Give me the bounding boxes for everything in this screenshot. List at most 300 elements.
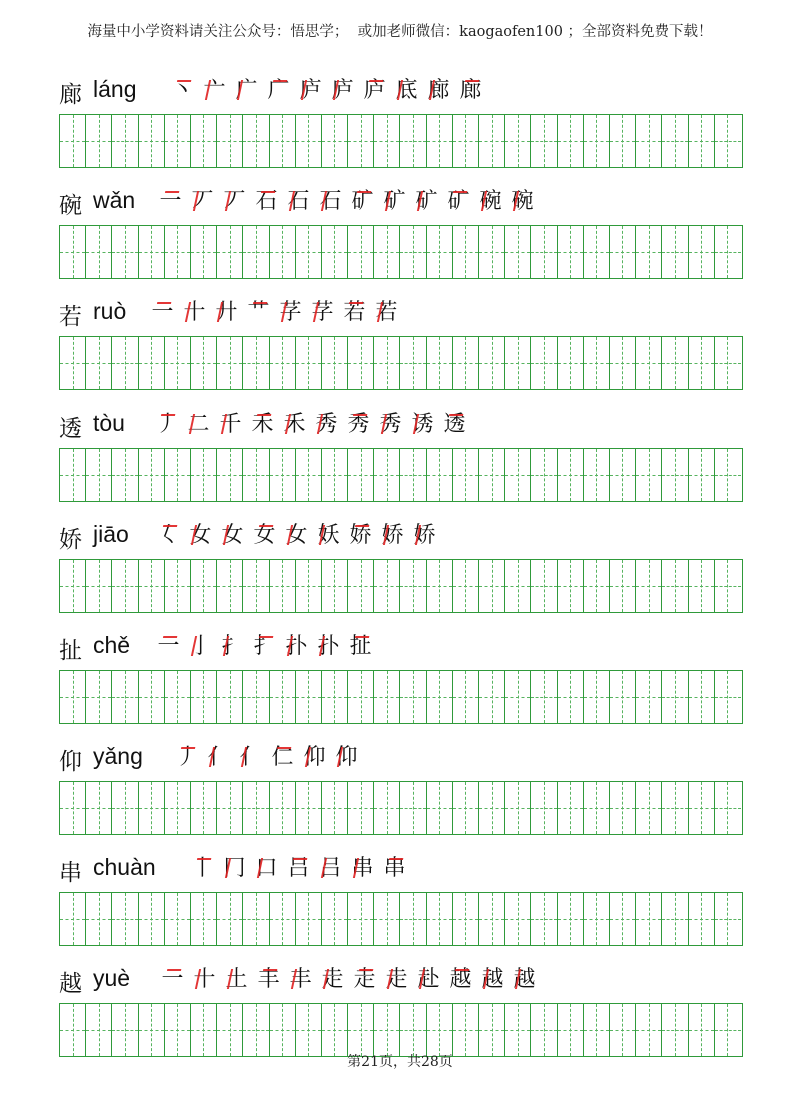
grid-cell[interactable]: [400, 893, 426, 945]
grid-cell[interactable]: [139, 115, 165, 167]
hanzi-character: 若: [59, 304, 82, 330]
stroke-glyph: 丨: [191, 856, 214, 881]
grid-cell[interactable]: [191, 560, 217, 612]
grid-cell[interactable]: [453, 560, 479, 612]
grid-cell[interactable]: [139, 560, 165, 612]
stroke-glyph: 千: [219, 412, 242, 437]
stroke-glyph: 禾: [251, 412, 274, 437]
grid-cell[interactable]: [296, 1004, 322, 1056]
row-title: [59, 404, 743, 444]
grid-cell[interactable]: [270, 449, 296, 501]
grid-cell[interactable]: [296, 671, 322, 723]
grid-cell[interactable]: [453, 226, 479, 278]
grid-cell[interactable]: [636, 893, 662, 945]
stroke-glyph: 仁: [271, 745, 294, 770]
grid-cell[interactable]: [689, 782, 715, 834]
grid-cell[interactable]: [86, 226, 112, 278]
grid-cell[interactable]: [531, 1004, 557, 1056]
page-header: 海量中小学资料请关注公众号：悟思学； 或加老师微信：kaogaofen100 ；全部资料免费下载！: [87, 24, 713, 40]
grid-cell[interactable]: [60, 449, 86, 501]
grid-cell[interactable]: [689, 449, 715, 501]
grid-cell[interactable]: [322, 671, 348, 723]
grid-cell[interactable]: [217, 1004, 243, 1056]
grid-cell[interactable]: [479, 115, 505, 167]
grid-cell[interactable]: [112, 560, 138, 612]
grid-cell[interactable]: [531, 671, 557, 723]
grid-cell[interactable]: [296, 115, 322, 167]
grid-cell[interactable]: [191, 782, 217, 834]
grid-cell[interactable]: [270, 115, 296, 167]
grid-cell[interactable]: [322, 449, 348, 501]
grid-cell[interactable]: [531, 449, 557, 501]
grid-cell[interactable]: [374, 226, 400, 278]
grid-cell[interactable]: [165, 671, 191, 723]
grid-cell[interactable]: [558, 115, 584, 167]
grid-cell[interactable]: [400, 671, 426, 723]
grid-cell[interactable]: [60, 337, 86, 389]
grid-cell[interactable]: [270, 671, 296, 723]
grid-cell[interactable]: [217, 449, 243, 501]
stroke-step: [253, 965, 284, 995]
grid-cell[interactable]: [479, 226, 505, 278]
grid-cell[interactable]: [689, 1004, 715, 1056]
stroke-step: [379, 187, 410, 217]
grid-cell[interactable]: [636, 782, 662, 834]
grid-cell[interactable]: [191, 1004, 217, 1056]
grid-cell[interactable]: [60, 115, 86, 167]
grid-cell[interactable]: [348, 782, 374, 834]
grid-cell[interactable]: [243, 560, 269, 612]
grid-cell[interactable]: [296, 560, 322, 612]
grid-cell[interactable]: [531, 893, 557, 945]
grid-cell[interactable]: [636, 226, 662, 278]
grid-cell[interactable]: [217, 560, 243, 612]
grid-cell[interactable]: [610, 1004, 636, 1056]
grid-cell[interactable]: [427, 337, 453, 389]
grid-cell[interactable]: [322, 1004, 348, 1056]
grid-cell[interactable]: [453, 115, 479, 167]
grid-cell[interactable]: [715, 671, 741, 723]
grid-cell[interactable]: [584, 782, 610, 834]
grid-cell[interactable]: [584, 449, 610, 501]
grid-cell[interactable]: [374, 671, 400, 723]
grid-cell[interactable]: [60, 893, 86, 945]
grid-cell[interactable]: [479, 782, 505, 834]
grid-cell[interactable]: [558, 226, 584, 278]
grid-cell[interactable]: [479, 893, 505, 945]
grid-cell[interactable]: [662, 226, 688, 278]
grid-cell[interactable]: [453, 337, 479, 389]
row-title: [59, 515, 743, 555]
grid-cell[interactable]: [165, 449, 191, 501]
grid-cell[interactable]: [243, 337, 269, 389]
grid-cell[interactable]: [479, 449, 505, 501]
grid-cell[interactable]: [453, 893, 479, 945]
grid-cell[interactable]: [715, 449, 741, 501]
grid-cell[interactable]: [479, 1004, 505, 1056]
grid-cell[interactable]: [112, 671, 138, 723]
grid-cell[interactable]: [112, 1004, 138, 1056]
stroke-step: [251, 187, 282, 217]
grid-cell[interactable]: [86, 449, 112, 501]
grid-cell[interactable]: [139, 226, 165, 278]
grid-cell[interactable]: [689, 226, 715, 278]
grid-cell[interactable]: [217, 893, 243, 945]
stroke-step: [343, 410, 374, 440]
stroke-step: [217, 521, 248, 551]
grid-cell[interactable]: [374, 337, 400, 389]
grid-cell[interactable]: [427, 115, 453, 167]
grid-cell[interactable]: [86, 115, 112, 167]
grid-cell[interactable]: [610, 671, 636, 723]
stroke-step: [475, 187, 506, 217]
grid-cell[interactable]: [243, 671, 269, 723]
stroke-step: [183, 410, 214, 440]
grid-cell[interactable]: [86, 337, 112, 389]
grid-cell[interactable]: [427, 226, 453, 278]
grid-cell[interactable]: [374, 449, 400, 501]
grid-cell[interactable]: [453, 449, 479, 501]
grid-cell[interactable]: [558, 893, 584, 945]
practice-row: [59, 848, 743, 960]
grid-cell[interactable]: [86, 782, 112, 834]
grid-cell[interactable]: [348, 337, 374, 389]
grid-cell[interactable]: [243, 115, 269, 167]
grid-cell[interactable]: [531, 115, 557, 167]
stroke-glyph: 矿: [447, 189, 470, 214]
grid-cell[interactable]: [191, 337, 217, 389]
writing-grid: [59, 670, 743, 724]
stroke-glyph: 走: [353, 967, 376, 992]
grid-cell[interactable]: [584, 560, 610, 612]
grid-cell[interactable]: [191, 893, 217, 945]
grid-cell[interactable]: [427, 560, 453, 612]
grid-cell[interactable]: [165, 226, 191, 278]
grid-cell[interactable]: [662, 893, 688, 945]
grid-cell[interactable]: [270, 560, 296, 612]
stroke-step: [199, 76, 230, 106]
grid-cell[interactable]: [584, 671, 610, 723]
stroke-step: [445, 965, 476, 995]
stroke-step: [345, 521, 376, 551]
grid-cell[interactable]: [400, 115, 426, 167]
stroke-glyph: 走: [321, 967, 344, 992]
stroke-glyph: 吕: [319, 856, 342, 881]
practice-row: [59, 70, 743, 182]
grid-cell[interactable]: [139, 671, 165, 723]
grid-cell[interactable]: [558, 337, 584, 389]
grid-cell[interactable]: [427, 893, 453, 945]
grid-cell[interactable]: [479, 560, 505, 612]
stroke-step: [443, 187, 474, 217]
grid-cell[interactable]: [270, 226, 296, 278]
grid-cell[interactable]: [558, 1004, 584, 1056]
row-title: [59, 626, 743, 666]
grid-cell[interactable]: [322, 893, 348, 945]
grid-cell[interactable]: [139, 1004, 165, 1056]
grid-cell[interactable]: [139, 782, 165, 834]
grid-cell[interactable]: [584, 1004, 610, 1056]
grid-cell[interactable]: [165, 893, 191, 945]
grid-cell[interactable]: [505, 560, 531, 612]
grid-cell[interactable]: [191, 226, 217, 278]
grid-cell[interactable]: [662, 560, 688, 612]
stroke-step: [179, 298, 210, 328]
grid-cell[interactable]: [217, 671, 243, 723]
stroke-step: [153, 521, 184, 551]
pinyin-label: chě: [93, 632, 131, 658]
grid-cell[interactable]: [165, 115, 191, 167]
grid-cell[interactable]: [453, 1004, 479, 1056]
grid-cell[interactable]: [217, 115, 243, 167]
grid-cell[interactable]: [348, 893, 374, 945]
grid-cell[interactable]: [296, 893, 322, 945]
grid-cell[interactable]: [112, 337, 138, 389]
stroke-glyph: 庐: [331, 78, 354, 103]
grid-cell[interactable]: [558, 671, 584, 723]
grid-cell[interactable]: [217, 226, 243, 278]
grid-cell[interactable]: [400, 1004, 426, 1056]
grid-cell[interactable]: [636, 671, 662, 723]
stroke-glyph: 芓: [279, 300, 302, 325]
stroke-step: [185, 521, 216, 551]
grid-cell[interactable]: [531, 337, 557, 389]
grid-cell[interactable]: [86, 671, 112, 723]
grid-cell[interactable]: [558, 782, 584, 834]
stroke-step: [217, 632, 248, 662]
stroke-step: [349, 965, 380, 995]
grid-cell[interactable]: [662, 449, 688, 501]
stroke-glyph: 十: [183, 300, 206, 325]
stroke-glyph: 仰: [303, 745, 326, 770]
stroke-order-strip: [153, 626, 377, 662]
grid-cell[interactable]: [662, 115, 688, 167]
grid-cell[interactable]: [505, 337, 531, 389]
grid-cell[interactable]: [610, 560, 636, 612]
grid-cell[interactable]: [662, 337, 688, 389]
grid-cell[interactable]: [662, 782, 688, 834]
grid-cell[interactable]: [270, 893, 296, 945]
grid-cell[interactable]: [374, 1004, 400, 1056]
grid-cell[interactable]: [715, 337, 741, 389]
grid-cell[interactable]: [505, 782, 531, 834]
grid-cell[interactable]: [217, 337, 243, 389]
grid-cell[interactable]: [243, 449, 269, 501]
grid-cell[interactable]: [322, 226, 348, 278]
grid-cell[interactable]: [322, 337, 348, 389]
grid-cell[interactable]: [243, 226, 269, 278]
grid-cell[interactable]: [348, 115, 374, 167]
grid-cell[interactable]: [584, 115, 610, 167]
grid-cell[interactable]: [348, 226, 374, 278]
grid-cell[interactable]: [505, 893, 531, 945]
row-title: [59, 292, 743, 332]
grid-cell[interactable]: [400, 560, 426, 612]
grid-cell[interactable]: [270, 782, 296, 834]
grid-cell[interactable]: [112, 893, 138, 945]
grid-cell[interactable]: [322, 782, 348, 834]
stroke-step: [413, 965, 444, 995]
grid-cell[interactable]: [374, 782, 400, 834]
grid-cell[interactable]: [558, 560, 584, 612]
grid-cell[interactable]: [112, 115, 138, 167]
grid-cell[interactable]: [531, 782, 557, 834]
grid-cell[interactable]: [86, 893, 112, 945]
grid-cell[interactable]: [191, 115, 217, 167]
grid-cell[interactable]: [243, 782, 269, 834]
grid-cell[interactable]: [610, 226, 636, 278]
grid-cell[interactable]: [689, 560, 715, 612]
grid-cell[interactable]: [505, 449, 531, 501]
grid-cell[interactable]: [296, 337, 322, 389]
grid-cell[interactable]: [505, 1004, 531, 1056]
grid-cell[interactable]: [60, 560, 86, 612]
grid-cell[interactable]: [243, 1004, 269, 1056]
grid-cell[interactable]: [479, 671, 505, 723]
stroke-glyph: 禾: [283, 412, 306, 437]
stroke-step: [267, 743, 298, 773]
grid-cell[interactable]: [689, 337, 715, 389]
grid-cell[interactable]: [322, 115, 348, 167]
grid-cell[interactable]: [715, 1004, 741, 1056]
grid-cell[interactable]: [191, 449, 217, 501]
stroke-order-strip: [157, 959, 541, 995]
grid-cell[interactable]: [715, 560, 741, 612]
grid-cell[interactable]: [662, 671, 688, 723]
stroke-glyph: 仰: [335, 745, 358, 770]
grid-cell[interactable]: [427, 782, 453, 834]
grid-cell[interactable]: [427, 449, 453, 501]
grid-cell[interactable]: [636, 115, 662, 167]
stroke-step: [279, 410, 310, 440]
grid-cell[interactable]: [270, 1004, 296, 1056]
grid-cell[interactable]: [427, 1004, 453, 1056]
grid-cell[interactable]: [60, 226, 86, 278]
stroke-glyph: 扑: [285, 634, 308, 659]
stroke-glyph: 石: [255, 189, 278, 214]
grid-cell[interactable]: [243, 893, 269, 945]
grid-cell[interactable]: [374, 115, 400, 167]
grid-cell[interactable]: [296, 782, 322, 834]
grid-cell[interactable]: [60, 671, 86, 723]
page-number: 第21页，共28页: [347, 1054, 453, 1070]
grid-cell[interactable]: [453, 671, 479, 723]
stroke-glyph: 秀: [347, 412, 370, 437]
grid-cell[interactable]: [296, 226, 322, 278]
grid-cell[interactable]: [636, 1004, 662, 1056]
grid-cell[interactable]: [610, 782, 636, 834]
grid-cell[interactable]: [531, 226, 557, 278]
grid-cell[interactable]: [217, 782, 243, 834]
grid-cell[interactable]: [531, 560, 557, 612]
grid-cell[interactable]: [584, 337, 610, 389]
grid-cell[interactable]: [270, 337, 296, 389]
stroke-glyph: 女: [221, 523, 244, 548]
grid-cell[interactable]: [296, 449, 322, 501]
grid-cell[interactable]: [636, 560, 662, 612]
grid-cell[interactable]: [610, 893, 636, 945]
grid-cell[interactable]: [374, 893, 400, 945]
stroke-glyph: 广: [235, 78, 258, 103]
grid-cell[interactable]: [165, 337, 191, 389]
grid-cell[interactable]: [60, 1004, 86, 1056]
stroke-glyph: 女: [285, 523, 308, 548]
grid-cell[interactable]: [584, 226, 610, 278]
grid-cell[interactable]: [60, 782, 86, 834]
grid-cell[interactable]: [112, 226, 138, 278]
grid-cell[interactable]: [86, 560, 112, 612]
writing-grid: [59, 448, 743, 502]
stroke-step: [231, 76, 262, 106]
grid-cell[interactable]: [610, 449, 636, 501]
grid-cell[interactable]: [689, 671, 715, 723]
grid-cell[interactable]: [348, 1004, 374, 1056]
stroke-step: [167, 76, 198, 106]
grid-cell[interactable]: [112, 449, 138, 501]
grid-cell[interactable]: [139, 893, 165, 945]
grid-cell[interactable]: [636, 449, 662, 501]
stroke-step: [263, 76, 294, 106]
practice-row: [59, 181, 743, 293]
hanzi-character: 透: [59, 416, 82, 442]
grid-cell[interactable]: [112, 782, 138, 834]
grid-cell[interactable]: [505, 671, 531, 723]
grid-cell[interactable]: [558, 449, 584, 501]
grid-cell[interactable]: [427, 671, 453, 723]
grid-cell[interactable]: [715, 893, 741, 945]
grid-cell[interactable]: [139, 449, 165, 501]
grid-cell[interactable]: [348, 449, 374, 501]
stroke-step: [375, 410, 406, 440]
pinyin-label: yǎng: [93, 743, 143, 769]
grid-cell[interactable]: [636, 337, 662, 389]
grid-cell[interactable]: [400, 226, 426, 278]
grid-cell[interactable]: [374, 560, 400, 612]
grid-cell[interactable]: [165, 1004, 191, 1056]
grid-cell[interactable]: [400, 449, 426, 501]
grid-cell[interactable]: [322, 560, 348, 612]
stroke-glyph: 矿: [351, 189, 374, 214]
grid-cell[interactable]: [610, 115, 636, 167]
grid-cell[interactable]: [453, 782, 479, 834]
grid-cell[interactable]: [715, 115, 741, 167]
grid-cell[interactable]: [689, 115, 715, 167]
grid-cell[interactable]: [86, 1004, 112, 1056]
grid-cell[interactable]: [505, 226, 531, 278]
grid-cell[interactable]: [689, 893, 715, 945]
grid-cell[interactable]: [715, 226, 741, 278]
grid-cell[interactable]: [479, 337, 505, 389]
grid-cell[interactable]: [348, 671, 374, 723]
grid-cell[interactable]: [191, 671, 217, 723]
grid-cell[interactable]: [165, 782, 191, 834]
stroke-glyph: 越: [481, 967, 504, 992]
writing-grid: [59, 781, 743, 835]
stroke-glyph: 越: [513, 967, 536, 992]
grid-cell[interactable]: [715, 782, 741, 834]
grid-cell[interactable]: [348, 560, 374, 612]
writing-grid: [59, 1003, 743, 1057]
grid-cell[interactable]: [610, 337, 636, 389]
grid-cell[interactable]: [139, 337, 165, 389]
grid-cell[interactable]: [584, 893, 610, 945]
grid-cell[interactable]: [165, 560, 191, 612]
stroke-glyph: 秀: [379, 412, 402, 437]
grid-cell[interactable]: [400, 337, 426, 389]
grid-cell[interactable]: [400, 782, 426, 834]
grid-cell[interactable]: [662, 1004, 688, 1056]
grid-cell[interactable]: [505, 115, 531, 167]
